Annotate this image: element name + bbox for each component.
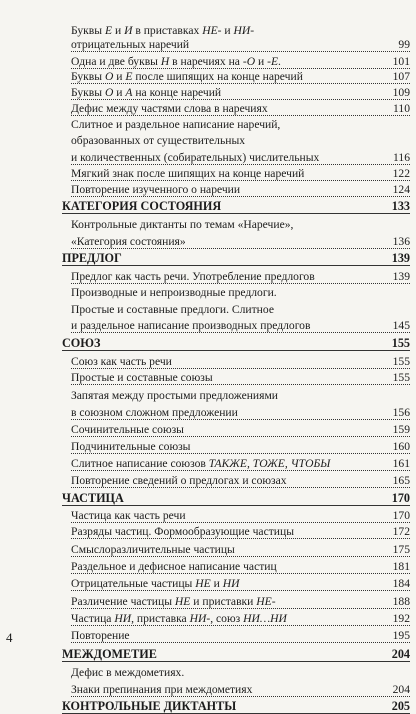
toc-page-number: 155 [391, 336, 410, 350]
toc-page-number: 110 [393, 102, 410, 115]
toc-entry [71, 389, 410, 402]
toc-entry [71, 525, 410, 539]
toc-entry-title: Частица как часть речи [71, 509, 186, 522]
toc-entry-title: Отрицательные частицы НЕ и НИ [71, 577, 240, 590]
toc-entry [71, 167, 410, 181]
toc-entry-title: ЧАСТИЦА [62, 491, 124, 505]
toc-entry-title: Повторение сведений о предлогах и союзах [71, 474, 287, 487]
toc-entry-title: Слитное и раздельное написание наречий, [71, 118, 281, 131]
toc-entry-title: Сочинительные союзы [71, 423, 184, 436]
toc-entry [71, 24, 410, 37]
toc-page-number: 184 [392, 577, 410, 590]
toc-page-number: 170 [391, 491, 410, 505]
toc-entry [71, 55, 410, 69]
toc-entry [71, 70, 410, 84]
toc-entry-title: Контрольные диктанты по темам «Наречие», [71, 218, 294, 231]
toc-entry-title: Разряды частиц. Формообразующие частицы [71, 525, 294, 538]
toc-page-number: 181 [392, 560, 410, 573]
toc-section-heading [62, 200, 410, 214]
toc-section-heading [62, 700, 410, 714]
toc-entry [71, 595, 410, 609]
toc-entry-title: Дефис в междометиях. [71, 666, 185, 679]
toc-entry [71, 286, 410, 299]
toc-page-number: 161 [392, 457, 410, 470]
toc-entry-title: Знаки препинания при междометиях [71, 683, 253, 696]
toc-entry-title: КОНТРОЛЬНЫЕ ДИКТАНТЫ [62, 699, 237, 713]
toc-entry-title: МЕЖДОМЕТИЕ [62, 647, 157, 661]
toc-entry-title: отрицательных наречий [71, 38, 190, 51]
toc-entry-title: Буквы Е и И в приставках НЕ- и НИ- [71, 24, 255, 37]
toc-entry-title: Простые и составные союзы [71, 371, 213, 384]
toc-entry-title: Буквы О и Е после шипящих на конце наречий [71, 70, 303, 83]
toc-entry-title: Одна и две буквы Н в наречиях на -О и -Е. [71, 55, 281, 68]
toc-entry [71, 118, 410, 131]
toc-page-number: 155 [392, 355, 410, 368]
toc-entry [71, 86, 410, 100]
toc-page-number: 133 [391, 199, 410, 213]
toc-page-number: 156 [392, 406, 410, 419]
toc-entry-title: Подчинительные союзы [71, 440, 191, 453]
toc-entry-title: в союзном сложном предложении [71, 406, 238, 419]
toc-entry [71, 612, 410, 626]
toc-entry [71, 102, 410, 116]
toc-entry-title: Слитное написание союзов ТАКЖЕ, ТОЖЕ, ЧТОБЫ [71, 457, 331, 470]
toc-entry [71, 235, 410, 249]
toc-entry-title: образованных от существительных [71, 134, 246, 147]
toc-entry [71, 683, 410, 697]
toc-entry [71, 560, 410, 574]
toc-page-number: 145 [392, 319, 410, 332]
toc-entry-title: Производные и непроизводные предлоги. [71, 286, 277, 299]
toc-entry-title: Запятая между простыми предложениями [71, 389, 279, 402]
toc-entry-title: Повторение изученного о наречии [71, 183, 241, 196]
toc-entry-title: Мягкий знак после шипящих на конце наречий [71, 167, 305, 180]
toc-page-number: 99 [398, 38, 410, 51]
toc-entry [71, 629, 410, 643]
toc-page-number: 159 [392, 423, 410, 436]
toc-entry [71, 406, 410, 420]
toc-entry-title: и раздельное написание производных предлогов [71, 319, 311, 332]
toc-entry-title: КАТЕГОРИЯ СОСТОЯНИЯ [62, 199, 222, 213]
toc-page-number: 192 [392, 612, 410, 625]
toc-entry [71, 474, 410, 488]
toc-page-number: 172 [392, 525, 410, 538]
toc-entry [71, 183, 410, 197]
toc-entry-title: Раздельное и дефисное написание частиц [71, 560, 277, 573]
toc-entry [71, 270, 410, 284]
page-number: 4 [6, 630, 13, 645]
toc-entry-title: Буквы О и А на конце наречий [71, 86, 222, 99]
toc-entry-title: Предлог как часть речи. Употребление предлогов [71, 270, 315, 283]
toc-entry [71, 543, 410, 557]
toc-entry-title: и количественных (собирательных) числительных [71, 151, 320, 164]
toc-entry [71, 303, 410, 316]
toc-page-number: 205 [391, 699, 410, 713]
toc-page-number: 175 [392, 543, 410, 556]
toc-entry [71, 666, 410, 679]
toc-page-number: 124 [392, 183, 410, 196]
toc-entry [71, 218, 410, 231]
toc-page-number: 122 [392, 167, 410, 180]
toc-entry-title: Повторение [71, 629, 130, 642]
toc-entry-title: Дефис между частями слова в наречиях [71, 102, 268, 115]
toc-entry-title: Союз как часть речи [71, 355, 172, 368]
toc-entry-title: Смыслоразличительные частицы [71, 543, 235, 556]
toc-entry [71, 509, 410, 523]
toc-entry [71, 134, 410, 147]
toc-section-heading [62, 337, 410, 351]
toc-entry-title: Различение частицы НЕ и приставки НЕ- [71, 595, 276, 608]
toc-page-number: 116 [393, 151, 410, 164]
toc-section-heading [62, 252, 410, 266]
toc-entry [71, 151, 410, 165]
toc-page-number: 101 [392, 55, 410, 68]
toc-page-number: 195 [392, 629, 410, 642]
toc-page-number: 155 [392, 371, 410, 384]
toc-entry-title: Простые и составные предлоги. Слитное [71, 303, 274, 316]
toc-entry [71, 457, 410, 471]
toc-section-heading [62, 648, 410, 662]
toc-entry-title: «Категория состояния» [71, 235, 186, 248]
toc-page-number: 109 [392, 86, 410, 99]
toc-entry [71, 423, 410, 437]
toc-entry [71, 577, 410, 591]
toc-page-number: 204 [392, 683, 410, 696]
toc-page-number: 188 [392, 595, 410, 608]
toc-section-heading [62, 492, 410, 506]
toc-entry [71, 371, 410, 385]
toc-page-number: 107 [392, 70, 410, 83]
toc-entry-title: СОЮЗ [62, 336, 101, 350]
toc-page-number: 160 [392, 440, 410, 453]
toc-page-number: 139 [391, 251, 410, 265]
toc-entry [71, 319, 410, 333]
toc-page-number: 139 [392, 270, 410, 283]
toc-entry [71, 355, 410, 369]
toc-entry [71, 440, 410, 454]
toc-entry [71, 38, 410, 52]
toc-entry-title: Частица НИ, приставка НИ-, союз НИ…НИ [71, 612, 287, 625]
toc-page-number: 136 [392, 235, 410, 248]
toc-entry-title: ПРЕДЛОГ [62, 251, 122, 265]
toc-page-number: 204 [391, 647, 410, 661]
toc-page-number: 165 [392, 474, 410, 487]
toc-page-number: 170 [392, 509, 410, 522]
